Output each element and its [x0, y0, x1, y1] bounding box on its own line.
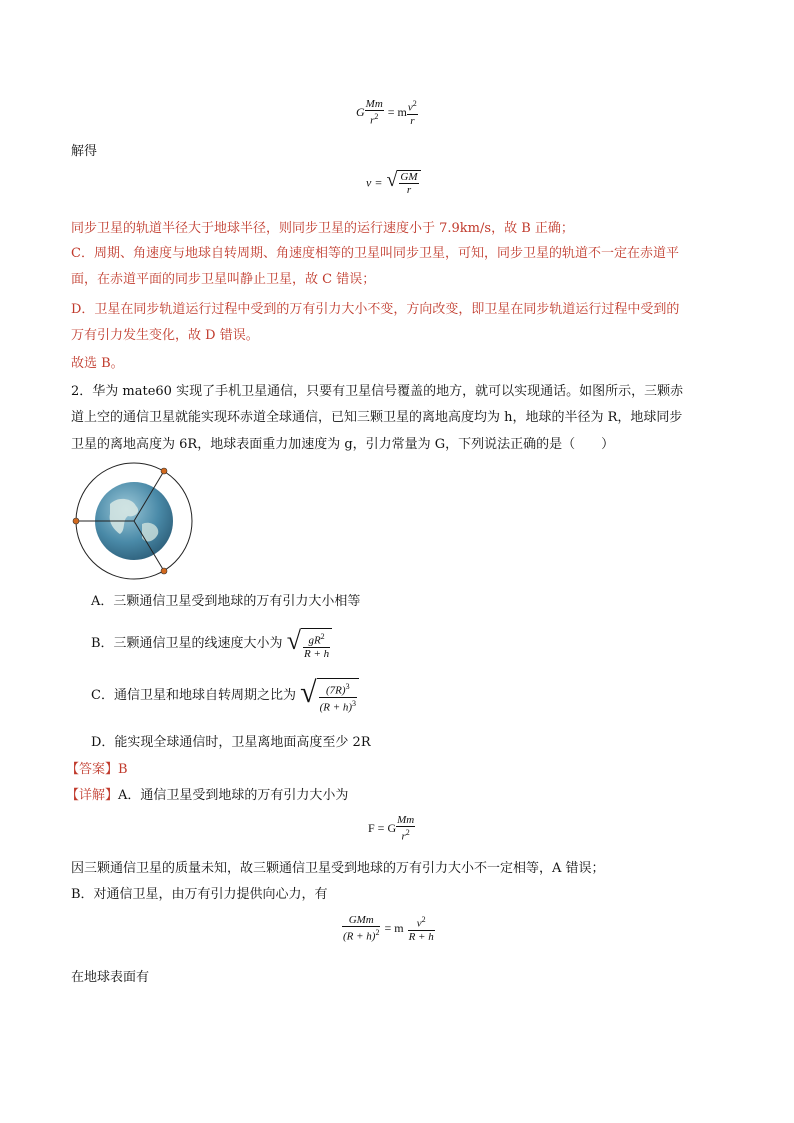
text-earth-surface: 在地球表面有 [71, 970, 150, 985]
equation-gravity-force: F = G $\frac{Mm}{r^2}$ [368, 814, 415, 843]
equation-gravity-centripetal: G $\frac{Mm}{r^2}$ = m $\frac{v^2}{r}$ [356, 98, 417, 127]
option-a[interactable]: A．三颗通信卫星受到地球的万有引力大小相等 [91, 594, 361, 609]
question-2-line-1: 2．华为 mate60 实现了手机卫星通信，只要有卫星信号覆盖的地方，就可以实现通话。如图所示，三颗赤 [71, 384, 684, 399]
option-c[interactable]: C．通信卫星和地球自转周期之比为 √ $\frac{(7R)^3}{(R + h)^3}$ [91, 678, 359, 714]
paragraph-option-d-2: 万有引力发生变化，故 D 错误。 [71, 328, 259, 343]
earth-satellite-orbit-diagram [70, 460, 200, 582]
detail-tag: 【详解】 [66, 788, 119, 803]
answer-label: 【答案】B [66, 762, 128, 777]
question-2-line-2: 道上空的通信卫星就能实现环赤道全球通信，已知三颗卫星的离地高度均为 h，地球的半径为 R，地球同步 [71, 410, 683, 425]
option-b[interactable]: B．三颗通信卫星的线速度大小为 √ $\frac{gR^2}{R + h}$ [91, 628, 332, 660]
paragraph-option-c-2: 面，在赤道平面的同步卫星叫静止卫星，故 C 错误； [71, 272, 376, 287]
satellite-top [161, 468, 167, 474]
equation-orbit-centripetal: $\frac{\text{GMm}}{(R + h)^2}$ = m $\frac{v^2}{R + h}$ [343, 914, 434, 943]
paragraph-option-d-1: D．卫星在同步轨道运行过程中受到的万有引力大小不变，方向改变，即卫星在同步轨道运行过程中受到的 [71, 302, 680, 317]
satellite-left [73, 518, 79, 524]
option-d[interactable]: D．能实现全球通信时，卫星离地面高度至少 2R [91, 735, 371, 750]
text-choose-b: 故选 B。 [71, 356, 124, 371]
detail-a-line: 【详解】A．通信卫星受到地球的万有引力大小为 [66, 788, 349, 803]
question-2-line-3: 卫星的离地高度为 6R，地球表面重力加速度为 g，引力常量为 G，下列说法正确的是（ ） [71, 437, 615, 452]
satellite-bottom [161, 568, 167, 574]
paragraph-option-b-analysis: B．对通信卫星，由万有引力提供向心力，有 [71, 887, 328, 902]
option-b-formula: √ $\frac{gR^2}{R + h}$ [287, 628, 332, 659]
text-jiede: 解得 [71, 144, 98, 159]
paragraph-sync-speed: 同步卫星的轨道半径大于地球半径，则同步卫星的运行速度小于 7.9km/s，故 B 正确； [71, 221, 574, 236]
paragraph-option-c-1: C．周期、角速度与地球自转周期、角速度相等的卫星叫同步卫星，可知，同步卫星的轨道不一定在赤道平 [71, 246, 679, 261]
equation-velocity: v = √ $\frac{GM}{r}$ [366, 170, 421, 196]
option-c-formula: √ $\frac{(7R)^3}{(R + h)^3}$ [300, 678, 359, 713]
paragraph-mass-unknown: 因三颗通信卫星的质量未知，故三颗通信卫星受到地球的万有引力大小不一定相等，A 错误； [71, 861, 605, 876]
